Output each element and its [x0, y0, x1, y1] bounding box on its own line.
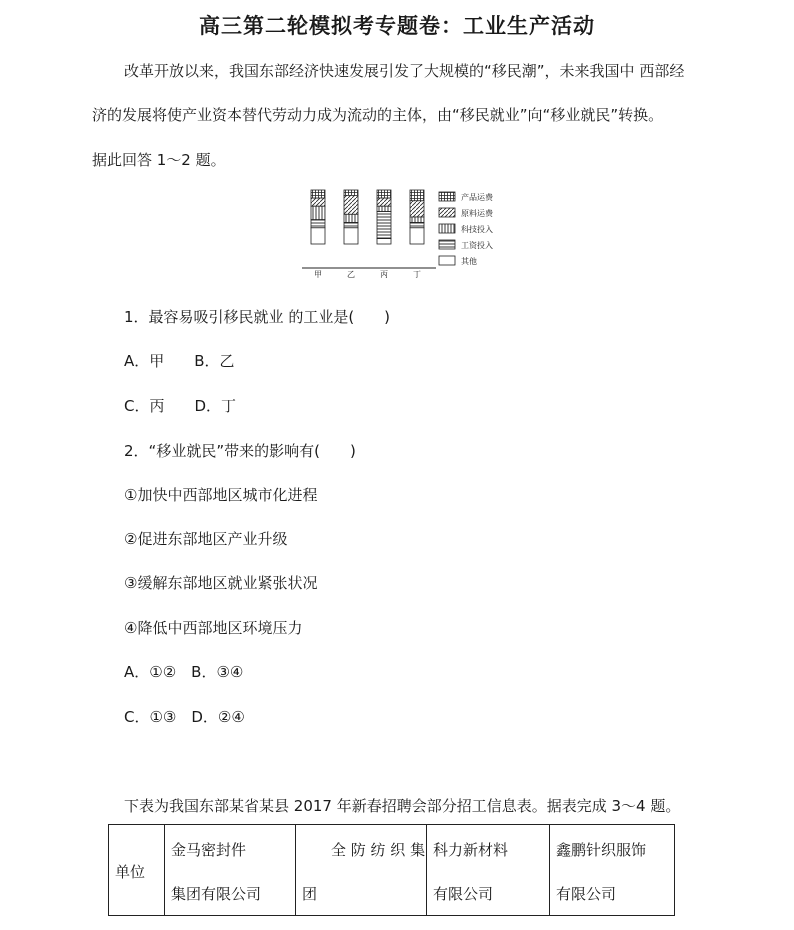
bar-segment [410, 217, 424, 222]
bar-segment [377, 206, 391, 211]
bar-segment [344, 195, 358, 214]
legend-label: 工资投入 [461, 241, 493, 250]
bar-segment [311, 190, 325, 198]
legend-swatch [439, 224, 455, 233]
bar-segment [344, 214, 358, 222]
legend-label: 原料运费 [461, 209, 493, 218]
bar-segment [377, 198, 391, 206]
bar-segment [410, 222, 424, 227]
bar-segment [311, 206, 325, 220]
question-2-item-2: ②促进东部地区产业升级 [124, 530, 288, 548]
document-title: 高三第二轮模拟考专题卷：工业生产活动 [199, 14, 595, 38]
bar-segment [344, 222, 358, 227]
question-2-item-1: ①加快中西部地区城市化进程 [124, 486, 318, 504]
bar-segment [377, 212, 391, 239]
bar-segment [344, 190, 358, 195]
intro-line-3: 据此回答 1～2 题。 [92, 151, 226, 169]
question-2-item-3: ③缓解东部地区就业紧张状况 [124, 574, 318, 592]
cell-text: 科力新材料 [433, 841, 509, 859]
legend-swatch [439, 208, 455, 217]
table-cell [550, 825, 675, 916]
legend-swatch [439, 256, 455, 265]
table-row [109, 825, 675, 916]
cell-text: 鑫鹏针织服饰 [556, 841, 647, 859]
legend-label: 产品运费 [461, 193, 493, 202]
bar-segment [410, 201, 424, 217]
question-1-stem: 1．最容易吸引移民就业 的工业是( ) [124, 308, 391, 326]
question-2-stem: 2．“移业就民”带来的影响有( ) [124, 442, 356, 460]
job-info-table [108, 824, 675, 916]
stacked-bar-chart [300, 186, 510, 282]
legend-swatch [439, 192, 455, 201]
header-label: 单位 [115, 863, 146, 881]
x-tick-label: 甲 [314, 270, 322, 279]
bar-segment [410, 228, 424, 244]
bar-segment [410, 190, 424, 201]
bar-segment [377, 239, 391, 244]
cell-text: 有限公司 [433, 885, 494, 903]
table-intro: 下表为我国东部某省某县 2017 年新春招聘会部分招工信息表。据表完成 3～4 题。 [124, 797, 681, 815]
table-cell [427, 825, 550, 916]
legend-swatch [439, 240, 455, 249]
question-2-item-4: ④降低中西部地区环境压力 [124, 619, 303, 637]
x-tick-label: 丙 [380, 270, 388, 279]
bar-segment [377, 190, 391, 198]
table-cell [165, 825, 296, 916]
cell-text: 全 防 纺 织 集 [331, 841, 426, 859]
cell-text: 团 [302, 885, 318, 903]
question-2-options-row-2: C．①③ D．②④ [124, 708, 245, 726]
question-1-options-row-1: A．甲 B．乙 [124, 352, 235, 370]
table-header-cell [109, 825, 165, 916]
intro-line-1: 改革开放以来，我国东部经济快速发展引发了大规模的“移民潮”，未来我国中 西部经 [124, 62, 685, 80]
cell-text: 集团有限公司 [171, 885, 262, 903]
question-2-options-row-1: A．①② B．③④ [124, 663, 244, 681]
x-tick-label: 乙 [347, 270, 355, 279]
bar-segment [311, 220, 325, 228]
cell-text: 有限公司 [556, 885, 617, 903]
legend-label: 科技投入 [461, 225, 493, 234]
question-1-options-row-2: C．丙 D．丁 [124, 397, 237, 415]
cell-text: 金马密封件 [171, 841, 247, 859]
bar-segment [344, 228, 358, 244]
table-cell [296, 825, 427, 916]
bar-segment [311, 228, 325, 244]
bar-segment [311, 198, 325, 206]
intro-line-2: 济的发展将使产业资本替代劳动力成为流动的主体，由“移民就业”向“移业就民”转换。 [92, 106, 664, 124]
legend-label: 其他 [461, 257, 477, 266]
x-tick-label: 丁 [413, 270, 421, 279]
